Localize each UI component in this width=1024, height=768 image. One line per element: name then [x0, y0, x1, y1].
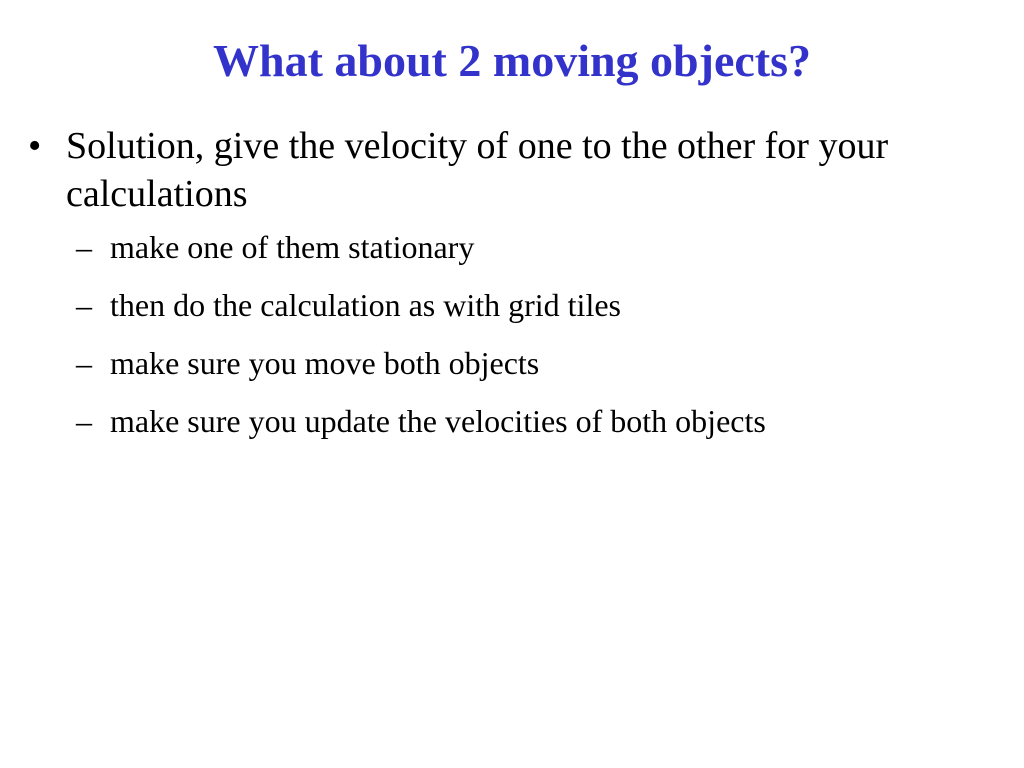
dash-marker: –	[76, 229, 92, 265]
sub-bullet-text: make sure you update the velocities of both objects	[110, 403, 766, 439]
dash-marker: –	[76, 345, 92, 381]
bullet-marker: •	[28, 125, 42, 167]
sub-bullet-item	[66, 228, 988, 266]
sub-bullet-item	[66, 286, 988, 324]
sub-bullet-text: make one of them stationary	[110, 229, 475, 265]
bullet-text: Solution, give the velocity of one to the other for your calculations	[66, 125, 889, 215]
sub-bullet-text: then do the calculation as with grid tiles	[110, 287, 621, 323]
sub-bullet-item	[66, 402, 988, 440]
bullet-item	[28, 122, 988, 440]
bullet-list	[28, 122, 988, 460]
dash-marker: –	[76, 403, 92, 439]
sub-bullet-text: make sure you move both objects	[110, 345, 540, 381]
dash-marker: –	[76, 287, 92, 323]
sub-bullet-item	[66, 344, 988, 382]
sub-bullet-list	[66, 228, 988, 440]
slide-title: What about 2 moving objects?	[212, 35, 812, 86]
